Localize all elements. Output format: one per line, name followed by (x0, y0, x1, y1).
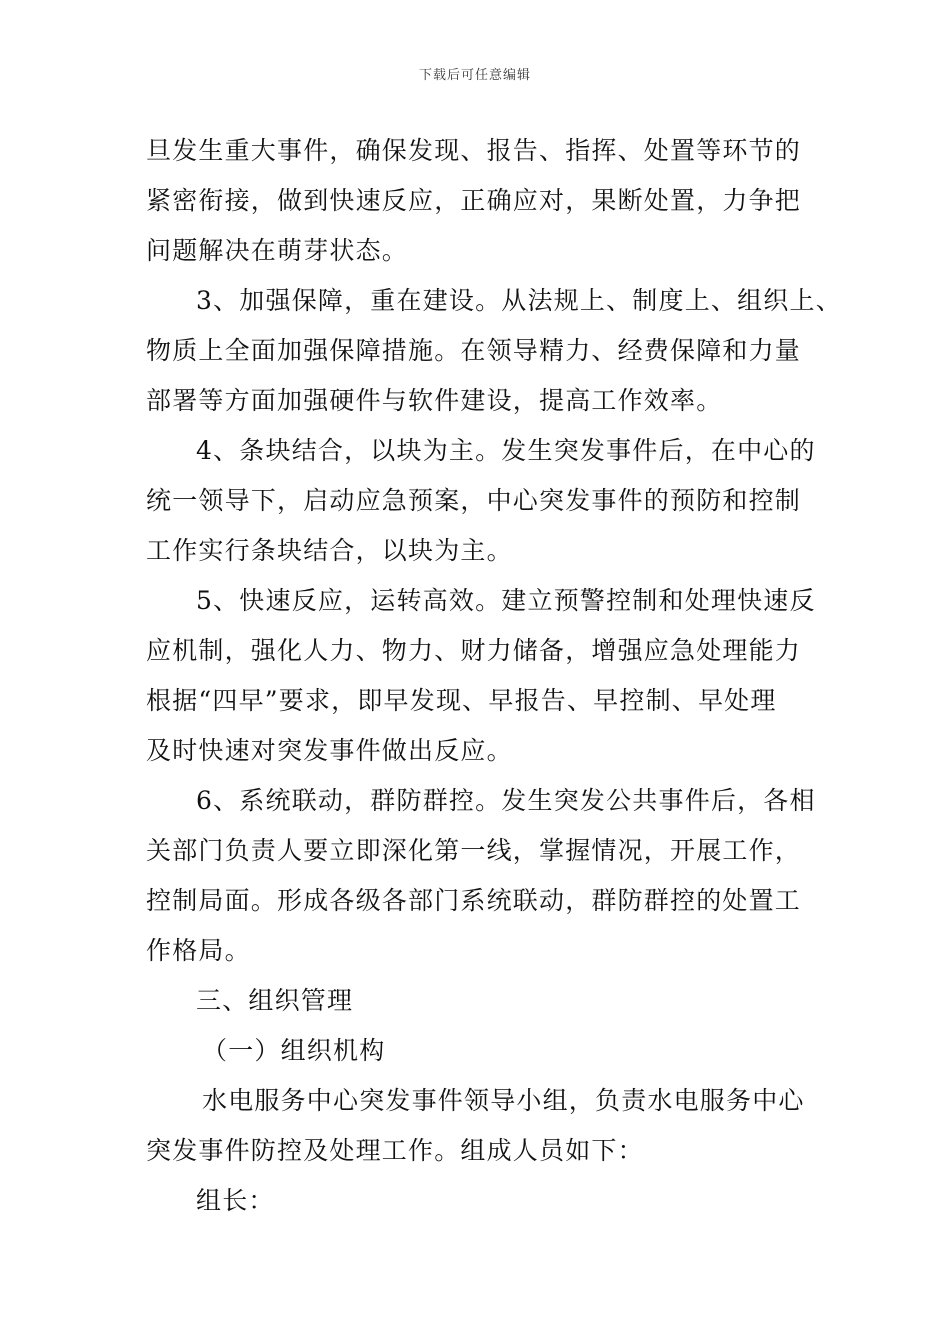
text-line: 应机制，强化人力、物力、财力储备，增强应急处理能力 (146, 636, 802, 665)
document-body (146, 126, 842, 1226)
text-line: 作格局。 (146, 936, 251, 965)
text-line: 工作实行条块结合，以块为主。 (146, 536, 513, 565)
text-line: 紧密衔接，做到快速反应，正确应对，果断处置，力争把 (146, 186, 802, 215)
chapter-heading: 三、组织管理 (196, 986, 354, 1015)
text-line: 突发事件防控及处理工作。组成人员如下： (146, 1136, 644, 1165)
text-line: 问题解决在萌芽状态。 (146, 236, 409, 265)
text-line: 物质上全面加强保障措施。在领导精力、经费保障和力量 (146, 336, 802, 365)
text-line: 及时快速对突发事件做出反应。 (146, 736, 513, 765)
text-line: 部署等方面加强硬件与软件建设，提高工作效率。 (146, 386, 723, 415)
text-line: 控制局面。形成各级各部门系统联动，群防群控的处置工 (146, 886, 802, 915)
text-line: 水电服务中心突发事件领导小组，负责水电服务中心 (202, 1086, 805, 1115)
text-line: 旦发生重大事件，确保发现、报告、指挥、处置等环节的 (146, 136, 802, 165)
section-6-heading-line: 6、系统联动，群防群控。发生突发公共事件后，各相 (196, 786, 816, 815)
header-note: 下载后可任意编辑 (418, 68, 531, 83)
section-5-heading-line: 5、快速反应，运转高效。建立预警控制和处理快速反 (196, 586, 816, 615)
text-line: 统一领导下，启动应急预案，中心突发事件的预防和控制 (146, 486, 802, 515)
group-leader-label: 组长： (196, 1186, 275, 1215)
subsection-heading: （一）组织机构 (202, 1036, 386, 1065)
text-line: 关部门负责人要立即深化第一线，掌握情况，开展工作， (146, 836, 802, 865)
section-3-heading-line: 3、加强保障，重在建设。从法规上、制度上、组织上、 (196, 286, 842, 315)
section-4-heading-line: 4、条块结合，以块为主。发生突发事件后，在中心的 (196, 436, 816, 465)
text-line: 根据“四早”要求，即早发现、早报告、早控制、早处理 (146, 686, 777, 715)
